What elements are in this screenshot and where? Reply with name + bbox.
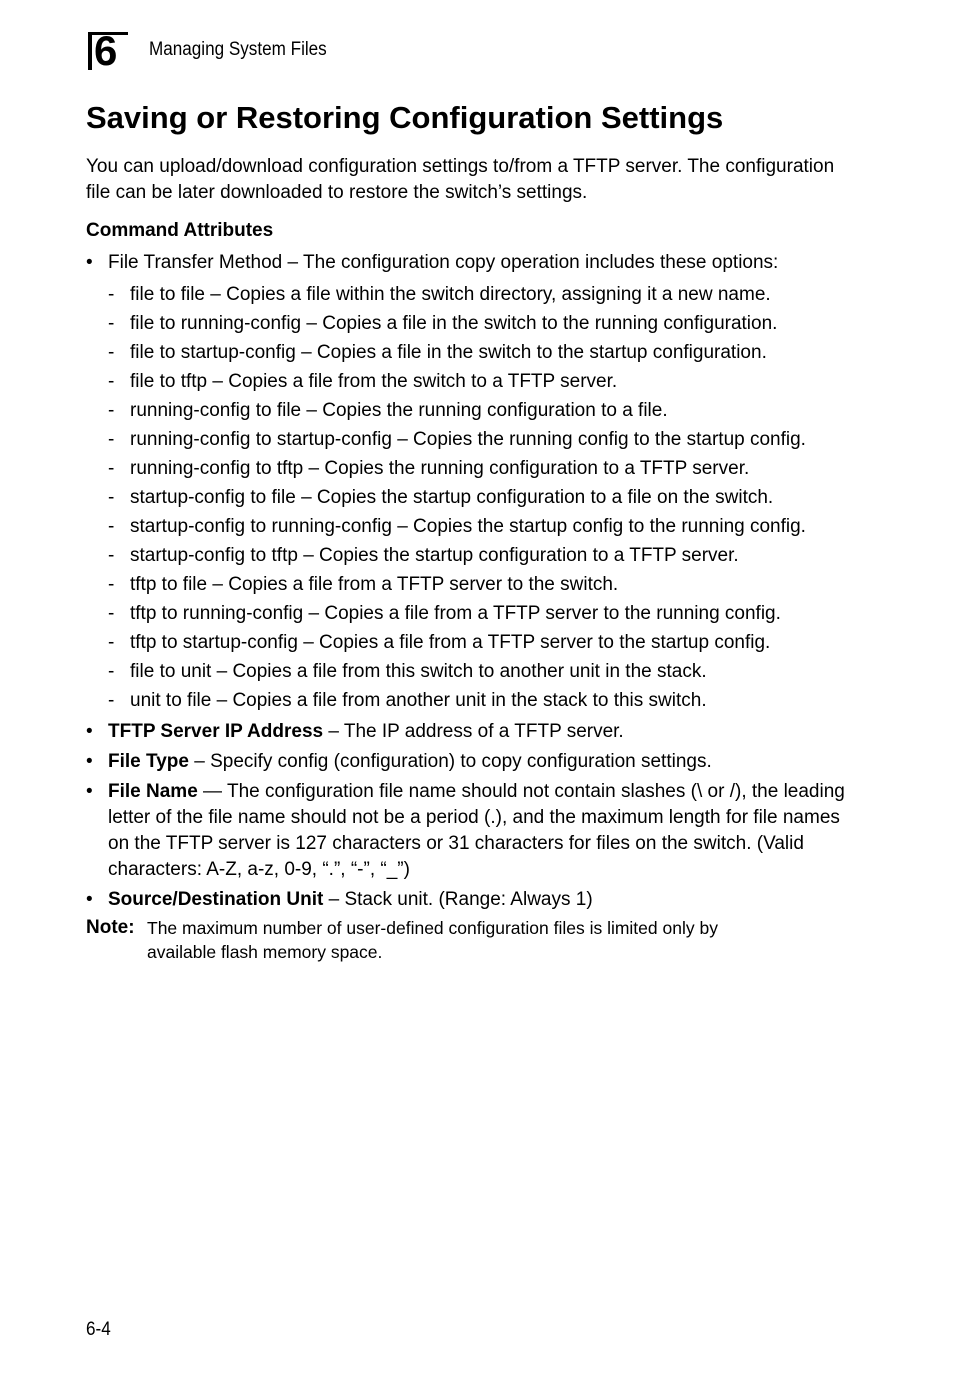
option-text: startup-config to running-config – Copies the startup config to the running config. [130, 516, 806, 537]
bullet-mark: • [86, 751, 93, 772]
transfer-method-options [108, 280, 856, 715]
option-text: file to file – Copies a file within the switch directory, assigning it a new name. [130, 284, 771, 305]
attribute-term: Source/Destination Unit [108, 889, 324, 910]
attribute-term: File Type [108, 751, 189, 772]
dash-mark: - [108, 516, 115, 537]
attribute-list [86, 250, 856, 917]
dash-mark: - [108, 284, 115, 305]
chapter-badge [88, 27, 128, 74]
attribute-file-transfer-method [86, 250, 856, 715]
badge-border-left [88, 32, 92, 70]
option-item [108, 686, 856, 715]
option-text: startup-config to tftp – Copies the startup configuration to a TFTP server. [130, 545, 739, 566]
attribute-file-type [86, 749, 856, 775]
running-header: Managing System Files [149, 39, 327, 60]
page-title: Saving or Restoring Configuration Settings [86, 100, 724, 135]
option-item [108, 657, 856, 686]
option-item [108, 396, 856, 425]
option-text: unit to file – Copies a file from another unit in the stack to this switch. [130, 690, 707, 711]
option-text: file to startup-config – Copies a file in the switch to the startup configuration. [130, 342, 767, 363]
option-text: tftp to file – Copies a file from a TFTP server to the switch. [130, 574, 619, 595]
option-text: startup-config to file – Copies the startup configuration to a file on the switch. [130, 487, 774, 508]
option-text: tftp to startup-config – Copies a file from a TFTP server to the startup config. [130, 632, 771, 653]
note-block [86, 916, 786, 964]
attribute-term: File Name [108, 781, 198, 802]
dash-mark: - [108, 487, 115, 508]
dash-mark: - [108, 429, 115, 450]
attribute-desc: – Stack unit. (Range: Always 1) [323, 889, 593, 910]
dash-mark: - [108, 342, 115, 363]
bullet-mark: • [86, 252, 93, 273]
attribute-tftp-server-ip [86, 719, 856, 745]
bullet-mark: • [86, 781, 93, 802]
option-text: file to running-config – Copies a file in the switch to the running configuration. [130, 313, 778, 334]
dash-mark: - [108, 574, 115, 595]
option-item [108, 338, 856, 367]
intro-paragraph: You can upload/download configuration settings to/from a TFTP server. The configuration file can be later downloaded to restore the switch’s settings. [86, 156, 835, 203]
option-item [108, 541, 856, 570]
command-attributes-heading: Command Attributes [86, 220, 274, 241]
page-number: 6-4 [86, 1319, 111, 1340]
dash-mark: - [108, 400, 115, 421]
attribute-term: TFTP Server IP Address [108, 721, 324, 742]
option-text: tftp to running-config – Copies a file from a TFTP server to the running config. [130, 603, 781, 624]
option-text: running-config to startup-config – Copies the running config to the startup config. [130, 429, 806, 450]
option-item [108, 367, 856, 396]
attribute-desc: – The IP address of a TFTP server. [323, 721, 624, 742]
option-item [108, 599, 856, 628]
chapter-number: 6 [94, 27, 118, 74]
option-item [108, 483, 856, 512]
attribute-source-destination-unit [86, 887, 856, 913]
attribute-text: File Transfer Method – The configuration copy operation includes these options: [108, 252, 779, 273]
dash-mark: - [108, 545, 115, 566]
option-item [108, 309, 856, 338]
note-label: Note: [86, 917, 135, 938]
dash-mark: - [108, 371, 115, 392]
option-item [108, 454, 856, 483]
attribute-desc: — The configuration file name should not contain slashes (\ or /), the leading letter of the file name should not be a period (.), and the maximum length for file names on the TFTP server is 127 characters or 31 characters for files on the switch. (Valid characters: A-Z, a-z, 0-9, “.”, “-”, “_”) [108, 781, 845, 880]
dash-mark: - [108, 690, 115, 711]
option-item [108, 280, 856, 309]
dash-mark: - [108, 313, 115, 334]
dash-mark: - [108, 632, 115, 653]
bullet-mark: • [86, 721, 93, 742]
option-text: file to unit – Copies a file from this switch to another unit in the stack. [130, 661, 707, 682]
dash-mark: - [108, 458, 115, 479]
option-item [108, 628, 856, 657]
option-text: running-config to tftp – Copies the running configuration to a TFTP server. [130, 458, 750, 479]
option-text: running-config to file – Copies the running configuration to a file. [130, 400, 668, 421]
attribute-file-name [86, 779, 856, 883]
option-item [108, 570, 856, 599]
bullet-mark: • [86, 889, 93, 910]
attribute-desc: – Specify config (configuration) to copy configuration settings. [188, 751, 712, 772]
option-item [108, 512, 856, 541]
option-text: file to tftp – Copies a file from the switch to a TFTP server. [130, 371, 618, 392]
option-item [108, 425, 856, 454]
note-text: The maximum number of user-defined configuration files is limited only by available flash memory space. [147, 918, 718, 962]
dash-mark: - [108, 603, 115, 624]
dash-mark: - [108, 661, 115, 682]
